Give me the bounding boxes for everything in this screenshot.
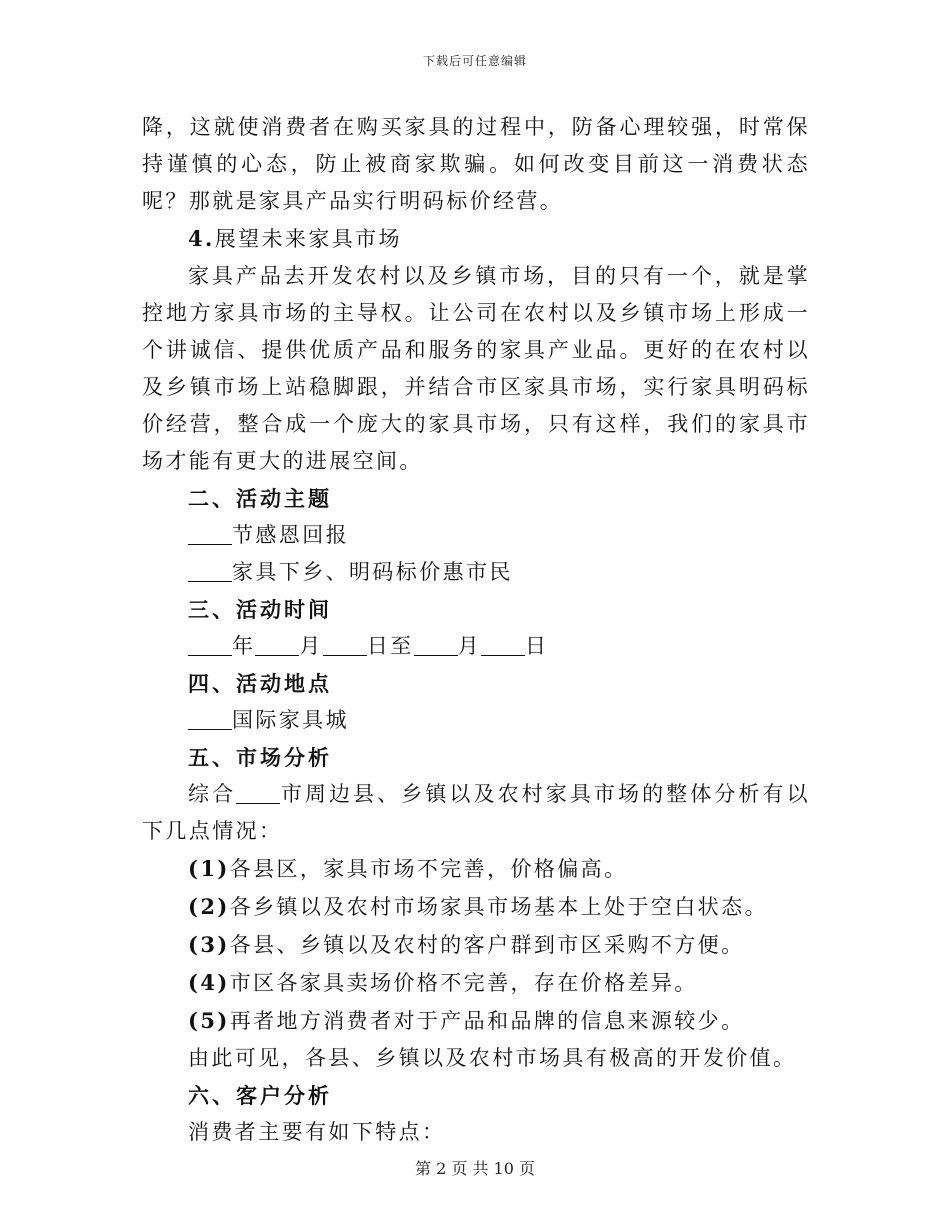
analysis-point-4 xyxy=(142,964,810,1002)
theme-line-1 xyxy=(142,517,810,554)
theme-2-text: 家具下乡、明码标价惠市民 xyxy=(232,560,513,584)
theme-line-2 xyxy=(142,554,810,591)
point-number: (5) xyxy=(188,1008,230,1033)
blank-field xyxy=(188,633,232,656)
time-day-2: 日 xyxy=(525,634,549,658)
place-text: 国际家具城 xyxy=(232,708,349,732)
document-body xyxy=(142,109,810,1151)
point-text: 再者地方消费者对于产品和品牌的信息来源较少。 xyxy=(229,1009,745,1033)
blank-field xyxy=(255,633,299,656)
blank-field xyxy=(188,522,232,545)
analysis-point-2 xyxy=(142,888,810,926)
point-text: 各乡镇以及农村市场家具市场基本上处于空白状态。 xyxy=(229,895,768,919)
place-line xyxy=(142,702,810,739)
point-number: (4) xyxy=(188,970,230,995)
page-footer: 第 2 页 共 10 页 xyxy=(415,1159,535,1178)
blank-field xyxy=(481,633,525,656)
heading-activity-theme: 二、活动主题 xyxy=(188,486,332,511)
section-4-heading xyxy=(142,220,810,258)
point-number: (2) xyxy=(188,894,230,919)
blank-field xyxy=(414,633,458,656)
blank-field xyxy=(323,633,367,656)
section-4-number: 4. xyxy=(188,226,215,251)
heading-market-analysis: 五、市场分析 xyxy=(188,745,332,770)
time-line xyxy=(142,628,810,665)
time-day-to: 日至 xyxy=(366,634,414,658)
analysis-point-1 xyxy=(142,850,810,888)
heading-customer-analysis: 六、客户分析 xyxy=(188,1083,332,1108)
blank-field xyxy=(188,559,232,582)
page-header: 下载后可任意编辑 xyxy=(422,54,527,68)
analysis-point-3 xyxy=(142,926,810,964)
time-month: 月 xyxy=(299,634,323,658)
intro-paragraph: 降，这就使消费者在购买家具的过程中，防备心理较强，时常保持谨慎的心态，防止被商家欺骗。如何改变目前这一消费状态呢？那就是家具产品实行明码标价经营。 xyxy=(142,115,810,213)
time-year: 年 xyxy=(232,634,256,658)
section-4-paragraph: 家具产品去开发农村以及乡镇市场，目的只有一个，就是掌控地方家具市场的主导权。让公司在农村以及乡镇市场上形成一个讲诚信、提供优质产品和服务的家具产业品。更好的在农村以及乡镇市场上站稳脚跟，并结合市区家具市场，实行家具明码标价经营，整合成一个庞大的家具市场，只有这样，我们的家具市场才能有更大的进展空间。 xyxy=(142,264,810,473)
blank-field xyxy=(188,707,232,730)
point-text: 各县区，家具市场不完善，价格偏高。 xyxy=(229,857,628,881)
heading-activity-time: 三、活动时间 xyxy=(188,597,332,622)
blank-field xyxy=(236,781,280,804)
point-text: 市区各家具卖场价格不完善，存在价格差异。 xyxy=(229,971,698,995)
analysis-post: 市周边县、乡镇以及农村家具市场的整体分析有以下几点情况： xyxy=(142,782,810,843)
analysis-paragraph xyxy=(142,776,810,850)
heading-activity-place: 四、活动地点 xyxy=(188,671,332,696)
analysis-points-list xyxy=(142,850,810,1040)
analysis-point-5 xyxy=(142,1002,810,1040)
point-text: 各县、乡镇以及农村的客户群到市区采购不方便。 xyxy=(229,933,745,957)
theme-1-text: 节感恩回报 xyxy=(232,523,349,547)
customer-line: 消费者主要有如下特点： xyxy=(188,1120,446,1144)
time-month-2: 月 xyxy=(457,634,482,658)
section-4-title: 展望未来家具市场 xyxy=(214,227,402,251)
conclusion-line: 由此可见，各县、乡镇以及农村市场具有极高的开发价值。 xyxy=(188,1046,797,1070)
point-number: (3) xyxy=(188,932,230,957)
analysis-pre: 综合 xyxy=(188,782,237,806)
point-number: (1) xyxy=(188,856,230,881)
